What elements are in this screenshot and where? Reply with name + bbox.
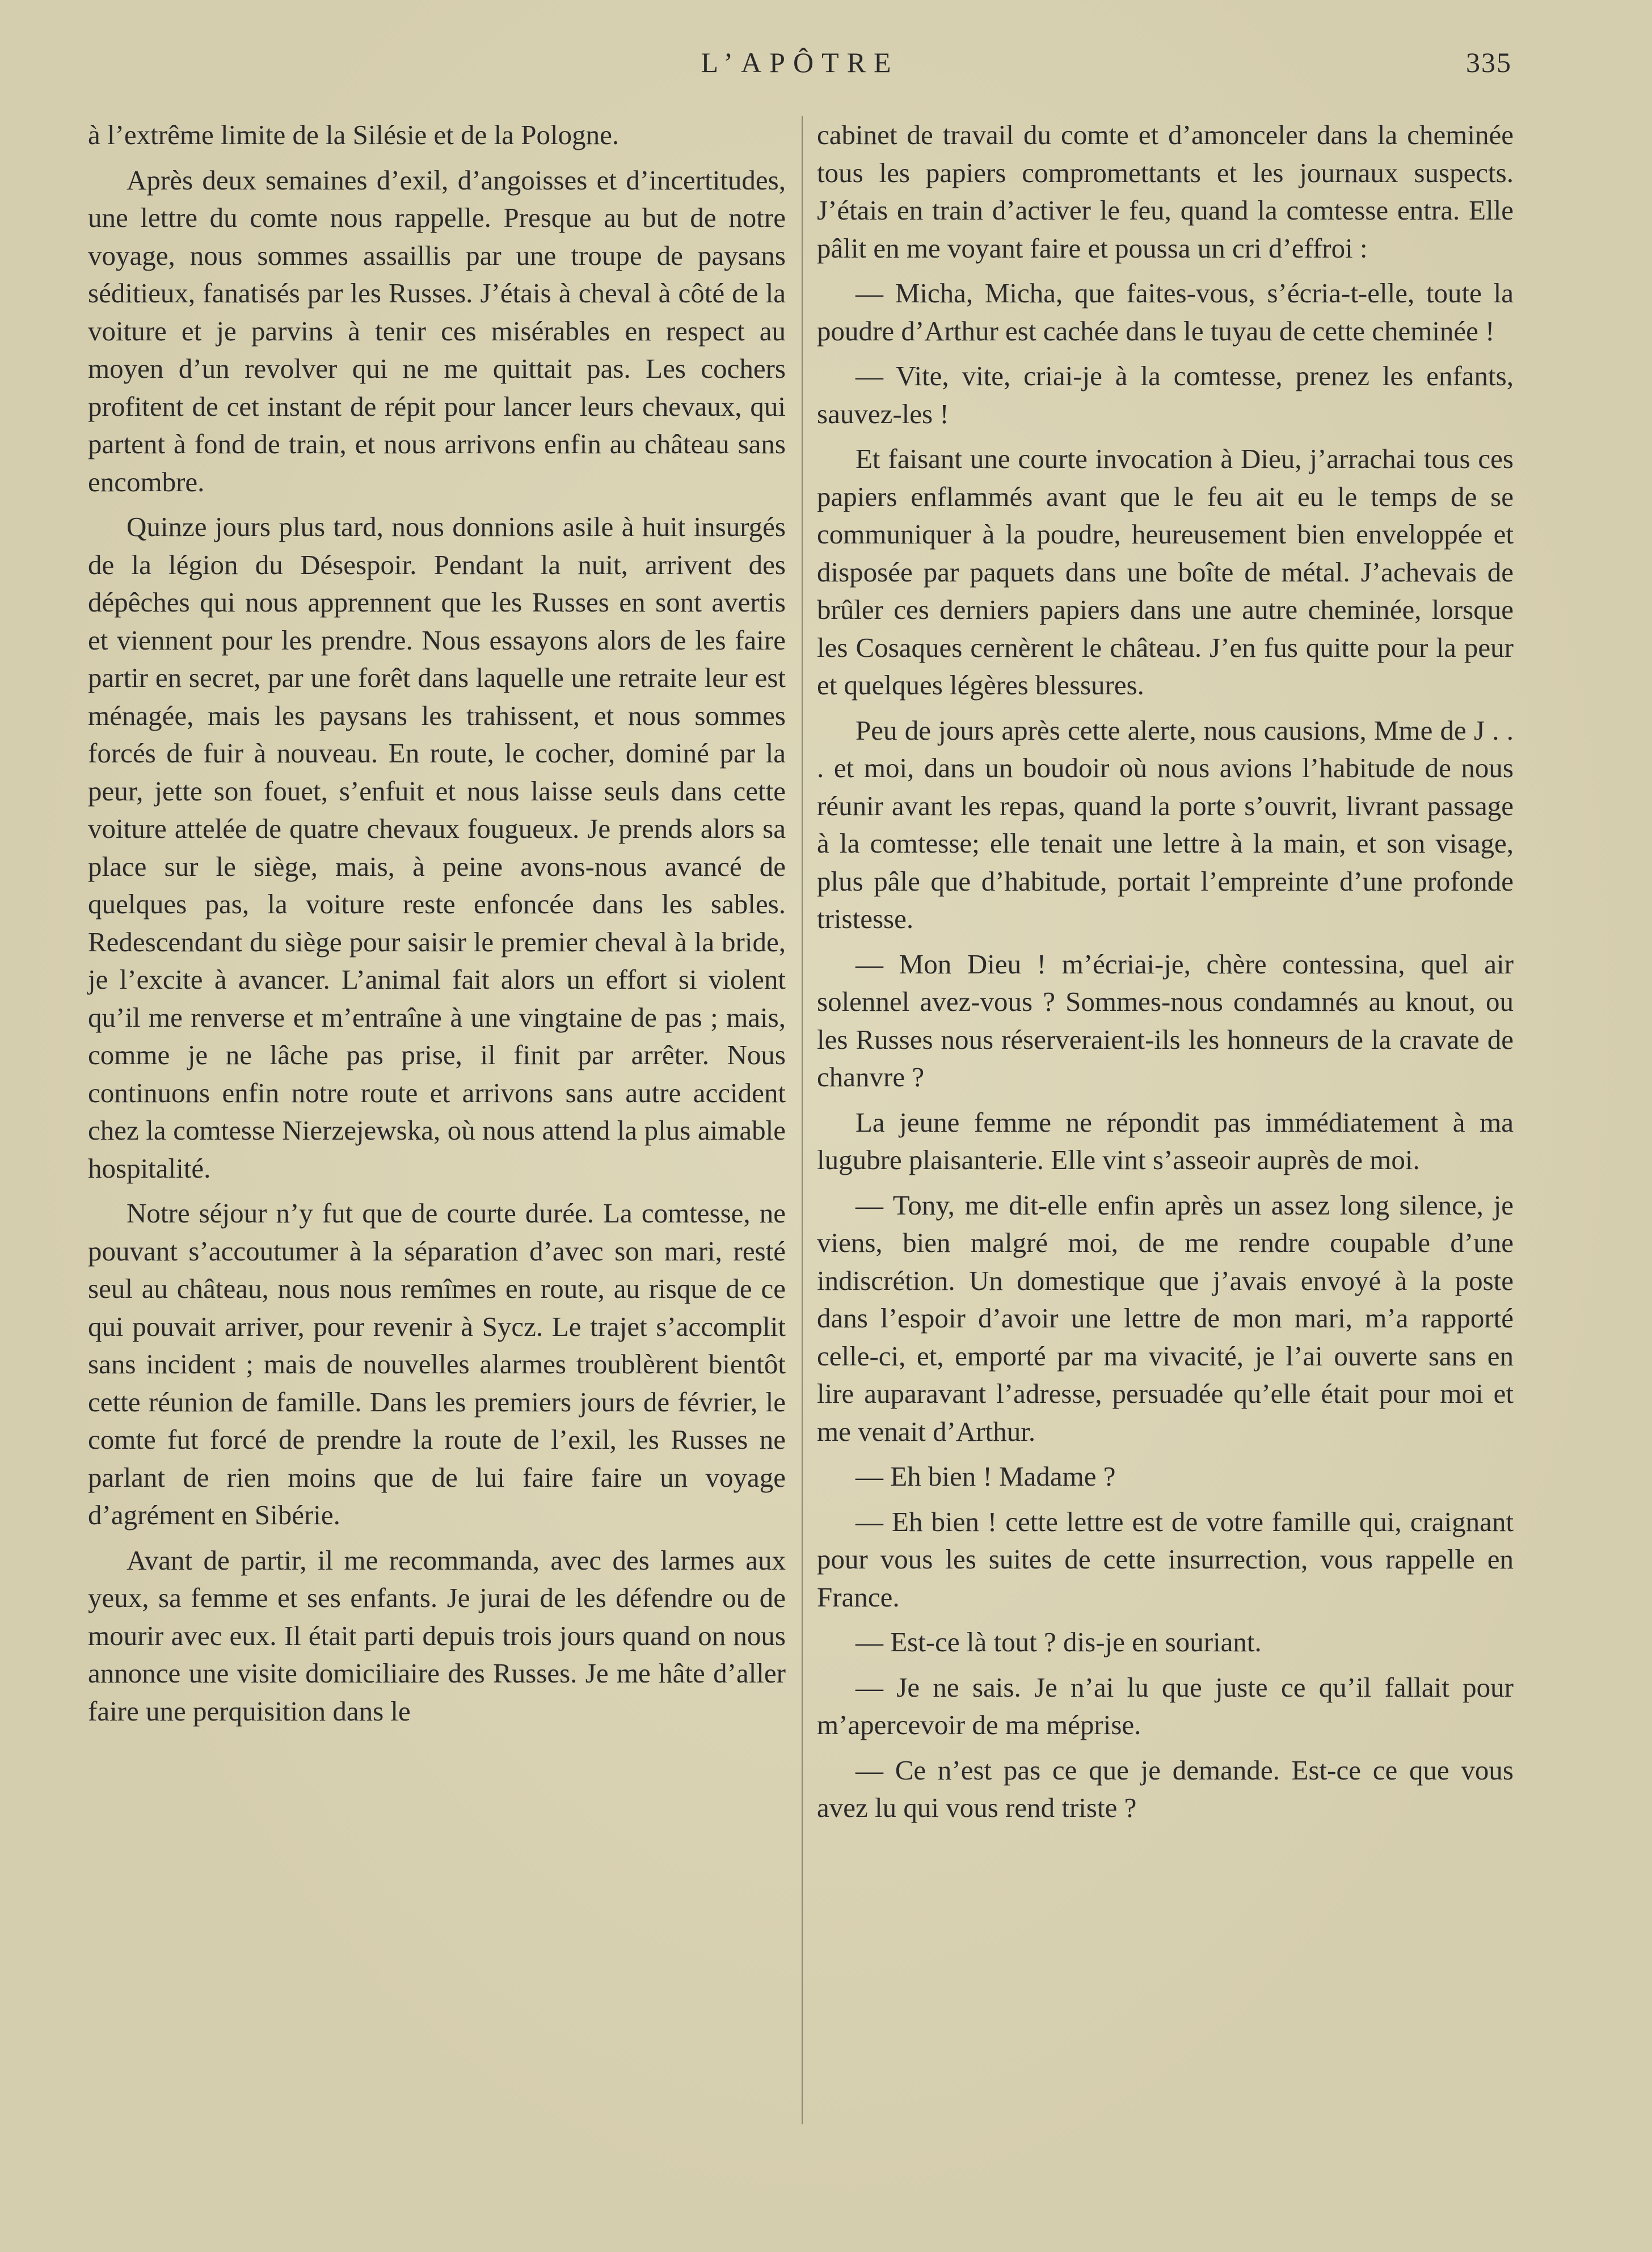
paragraph: La jeune femme ne répondit pas immédiatement à ma lugubre plaisanterie. Elle vint s’asseoir auprès de moi.: [817, 1106, 1514, 1175]
right-column: [817, 116, 1514, 1835]
paragraph: Après deux semaines d’exil, d’angoisses et d’incertitudes, une lettre du comte nous rappelle. Presque au but de notre voyage, nous sommes assaillis par une troupe de paysans séditieux, fanatisés par les Russes. J’étais à cheval à côté de la voiture et je parvins à tenir ces misérables en respect au moyen d’un revolver qui ne me quittait pas. Les cochers profitent de cet instant de répit pour lancer leurs chevaux, qui partent à fond de train, et nous arrivons enfin au château sans encombre.: [88, 164, 786, 497]
paragraph: cabinet de travail du comte et d’amonceler dans la cheminée tous les papiers compromettants et les journaux suspects. J’étais en train d’activer le feu, quand la comtesse entra. Elle pâlit en me voyant faire et poussa un cri d’effroi :: [817, 119, 1514, 264]
paragraph: Et faisant une courte invocation à Dieu, j’arrachai tous ces papiers enflammés avant que le feu ait eu le temps de se communiquer à la poudre, heureusement bien enveloppée et disposée par paquets dans une boîte de métal. J’achevais de brûler ces derniers papiers dans une autre cheminée, lorsque les Cosaques cernèrent le château. J’en fus quitte pour la peur et quelques légères blessures.: [817, 443, 1514, 701]
left-column: [88, 116, 786, 1738]
column-divider: [802, 116, 803, 2124]
paragraph: — Est-ce là tout ? dis-je en souriant.: [856, 1626, 1262, 1658]
paragraph: Avant de partir, il me recommanda, avec des larmes aux yeux, sa femme et ses enfants. Je jurai de les défendre ou de mourir avec eux. Il était parti depuis trois jours quand on nous annonce une visite domiciliaire des Russes. Je me hâte d’aller faire une perquisition dans le: [88, 1544, 786, 1727]
running-title: L’APÔTRE: [701, 47, 899, 78]
paragraph: — Eh bien ! Madame ?: [856, 1461, 1116, 1492]
paragraph: — Je ne sais. Je n’ai lu que juste ce qu’il fallait pour m’apercevoir de ma méprise.: [817, 1671, 1514, 1740]
paragraph: — Tony, me dit-elle enfin après un assez long silence, je viens, bien malgré moi, de me rendre coupable d’une indiscrétion. Un domestique que j’avais envoyé à la poste dans l’espoir d’avoir une lettre de mon mari, m’a rapporté celle-ci, et, emporté par ma vivacité, je l’ai ouverte sans en lire auparavant l’adresse, persuadée qu’elle était pour moi et me venait d’Arthur.: [817, 1189, 1514, 1447]
paragraph: — Eh bien ! cette lettre est de votre famille qui, craignant pour vous les suites de cette insurrection, vous rappelle en France.: [817, 1505, 1514, 1613]
paragraph: — Ce n’est pas ce que je demande. Est-ce ce que vous avez lu qui vous rend triste ?: [817, 1754, 1514, 1823]
paragraph: — Vite, vite, criai-je à la comtesse, prenez les enfants, sauvez-les !: [817, 360, 1514, 429]
page-header: [88, 40, 1512, 85]
paragraph: Quinze jours plus tard, nous donnions asile à huit insurgés de la légion du Désespoir. Pendant la nuit, arrivent des dépêches qui nous apprennent que les Russes en sont avertis et viennent pour les prendre. Nous essayons alors de les faire partir en secret, par une forêt dans laquelle une retraite leur est ménagée, mais les paysans les trahissent, et nous sommes forcés de fuir à nouveau. En route, le cocher, dominé par la peur, jette son fouet, s’enfuit et nous laisse seuls dans cette voiture attelée de quatre chevaux fougueux. Je prends alors sa place sur le siège, mais, à peine avons-nous avancé de quelques pas, la voiture reste enfoncée dans les sables. Redescendant du siège pour saisir le premier cheval à la bride, je l’excite à avancer. L’animal fait alors un effort si violent qu’il me renverse et m’entraîne à une vingtaine de pas ; mais, comme je ne lâche pas prise, il finit par arrêter. Nous continuons enfin notre route et arrivons sans autre accident chez la comtesse Nierzejewska, où nous attend la plus aimable hospitalité.: [88, 511, 786, 1184]
paragraph: — Micha, Micha, que faites-vous, s’écria-t-elle, toute la poudre d’Arthur est cachée dans le tuyau de cette cheminée !: [817, 277, 1514, 347]
paragraph: à l’extrême limite de la Silésie et de la Pologne.: [88, 119, 620, 150]
paragraph: — Mon Dieu ! m’écriai-je, chère contessina, quel air solennel avez-vous ? Sommes-nous condamnés au knout, ou les Russes nous réserveraient-ils les honneurs de la cravate de chanvre ?: [817, 948, 1514, 1093]
page-number: 335: [1466, 47, 1512, 78]
paragraph: Notre séjour n’y fut que de courte durée. La comtesse, ne pouvant s’accoutumer à la séparation d’avec son mari, resté seul au château, nous nous remîmes en route, au risque de ce qui pouvait arriver, pour revenir à Sycz. Le trajet s’accomplit sans incident ; mais de nouvelles alarmes troublèrent bientôt cette réunion de famille. Dans les premiers jours de février, le comte fut forcé de prendre la route de l’exil, les Russes ne parlant de rien moins que de lui faire faire un voyage d’agrément en Sibérie.: [88, 1197, 786, 1530]
paragraph: Peu de jours après cette alerte, nous causions, Mme de J . . . et moi, dans un boudoir où nous avions l’habitude de nous réunir avant les repas, quand la porte s’ouvrit, livrant passage à la comtesse; elle tenait une lettre à la main, et son visage, plus pâle que d’habitude, portait l’empreinte d’une profonde tristesse.: [817, 714, 1514, 934]
